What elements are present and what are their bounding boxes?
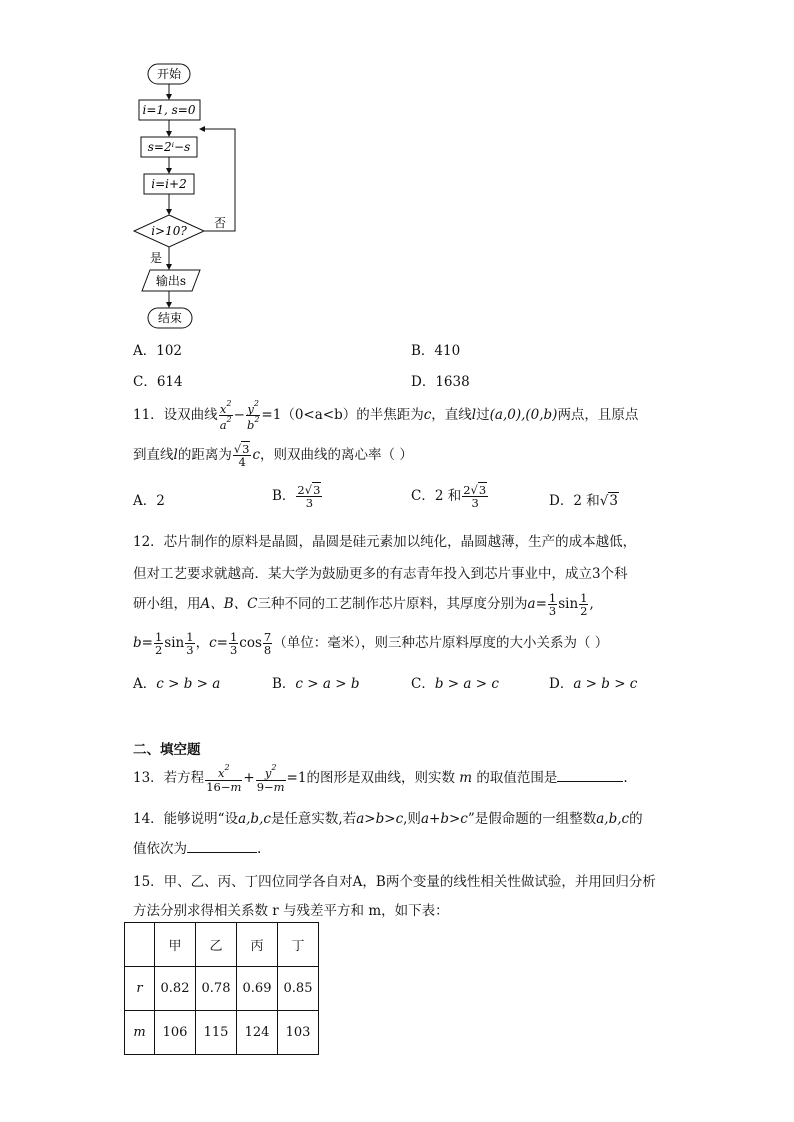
q11-cond: （0<a<b）的半焦距为 xyxy=(281,407,424,423)
table-cell xyxy=(125,923,155,967)
q14-line1: 14．能够说明“设a,b,c是任意实数,若a>b>c,则a+b>c”是假命题的一组整数a,b,c的 xyxy=(133,811,643,827)
table-cell: 0.85 xyxy=(278,967,319,1011)
q11-option-b: B． $\frac{2√3}{3}$ xyxy=(272,482,321,510)
flowchart-condition-text: i>10? xyxy=(151,224,187,238)
q12-option-b-value: c > a > b xyxy=(295,676,360,692)
q12-option-a-label: A． xyxy=(133,676,157,692)
q14-line1c: ,则 xyxy=(403,811,421,827)
flowchart-end-text: 结束 xyxy=(157,311,183,325)
flowchart-output-text: 输出s xyxy=(155,274,187,288)
q11-text1d: 两点，且原点 xyxy=(557,407,639,423)
q10-option-c: C．614 xyxy=(133,374,183,390)
q12-option-d-label: D． xyxy=(549,676,574,692)
table-cell: 0.69 xyxy=(237,967,278,1011)
q14-line2-text: 值依次为 xyxy=(133,841,187,857)
q14-line1a: 14．能够说明“设 xyxy=(133,811,239,827)
q11-option-c-label: C．2 和 xyxy=(411,488,462,504)
q11-option-d-label: D．2 和 xyxy=(549,493,600,509)
q12-line4-unit: （单位：毫米），则三种芯片原料厚度的大小关系为（ ） xyxy=(273,635,609,651)
table-cell: 115 xyxy=(196,1011,237,1055)
table-cell: 乙 xyxy=(196,923,237,967)
section-title: 二、填空题 xyxy=(133,742,201,758)
table-cell: 0.78 xyxy=(196,967,237,1011)
q12-option-c xyxy=(411,672,499,692)
table-cell: 103 xyxy=(278,1011,319,1055)
q12-line3a: 研小组，用 xyxy=(133,596,201,612)
q15-line2: 方法分别求得相关系数 r 与残差平方和 m，如下表： xyxy=(133,903,449,919)
q10-option-d: D．1638 xyxy=(411,374,470,390)
table-row xyxy=(125,967,319,1011)
q14-line1d: ”是假命题的一组整数 xyxy=(467,811,597,827)
q12-line3: 研小组，用A、B、C三种不同的工艺制作芯片原料，其厚度分别为a= $\frac{1}{3}$ sin $\frac{1}{2}$ , xyxy=(133,590,594,618)
q10-option-a: A．102 xyxy=(133,343,183,359)
q11-text1b: ，直线 xyxy=(431,407,472,423)
flowchart-start-text: 开始 xyxy=(156,67,182,81)
flowchart-init-text: i=1, s=0 xyxy=(142,103,196,117)
q11-option-d: D．2 和√3 xyxy=(549,493,618,509)
q13-line: 13．若方程 $\frac{x^2}{16-m}$ + $\frac{y^2}{9-m}$ =1的图形是双曲线，则实数 m 的取值范围是 . xyxy=(133,763,628,794)
q11-distance-frac: $\frac{√3}{4}$ xyxy=(233,441,250,469)
q11-line1: 11．设双曲线 $\frac{x^2}{a^2}$ − $\frac{y^2}{b^2}$ =1（0<a<b）的半焦距为c，直线l过(a,0),(0,b)两点，且原点 xyxy=(133,398,639,432)
correlation-table xyxy=(124,922,319,1055)
q11-option-c: C．2 和 $\frac{2√3}{3}$ xyxy=(411,482,487,510)
q12-line3b: A、B、C xyxy=(200,596,258,612)
q11-text2a: 到直线 xyxy=(133,447,174,463)
table-cell: 丁 xyxy=(278,923,319,967)
q11-text1c: 过 xyxy=(476,407,490,423)
q12-line4: b= $\frac{1}{2}$ sin $\frac{1}{3}$ ，c= $\frac{1}{3}$ cos $\frac{7}{8}$ （单位：毫米），则三种芯片原料厚度的大小关系为（ ） xyxy=(133,629,609,657)
flowchart xyxy=(120,56,250,338)
q12-option-a xyxy=(133,672,220,692)
q11-option-b-label: B． xyxy=(272,488,296,504)
q12-option-b xyxy=(272,672,359,692)
table-cell: 甲 xyxy=(155,923,196,967)
q11-number: 11．设双曲线 xyxy=(133,407,218,423)
q11-line2: 到直线l的距离为 $\frac{√3}{4}$ c，则双曲线的离心率（ ） xyxy=(133,441,413,469)
q14-line1b: 是任意实数,若 xyxy=(270,811,357,827)
q12-option-d-value: a > b > c xyxy=(573,676,638,692)
flowchart-step2-text: i=i+2 xyxy=(151,177,187,191)
q12-option-c-label: C． xyxy=(411,676,435,692)
q12-line2: 但对工艺要求就越高．某大学为鼓励更多的有志青年投入到芯片事业中，成立3个科 xyxy=(133,566,628,582)
table-cell: 106 xyxy=(155,1011,196,1055)
q12-option-c-value: b > a > c xyxy=(434,676,499,692)
q14-line1e: 的 xyxy=(629,811,643,827)
table-cell: 丙 xyxy=(237,923,278,967)
flowchart-step1-text: s=2ⁱ−s xyxy=(147,140,191,154)
q12-line1: 12．芯片制作的原料是晶圆，晶圆是硅元素加以纯化，晶圆越薄，生产的成本越低， xyxy=(133,534,637,550)
q11-option-a: A．2 xyxy=(133,493,165,509)
q13-suffix2: 的取值范围是 xyxy=(476,770,558,786)
table-row xyxy=(125,1011,319,1055)
q12-option-b-label: B． xyxy=(272,676,296,692)
q11-text2c: ，则双曲线的离心率（ ） xyxy=(260,447,413,463)
flowchart-no-label: 否 xyxy=(214,216,227,230)
q14-line2: 值依次为 . xyxy=(133,841,262,857)
q11-frac-x: $\frac{x^2}{a^2}$ xyxy=(219,398,232,432)
flowchart-yes-label: 是 xyxy=(150,251,163,265)
q13-prefix: 13．若方程 xyxy=(133,770,205,786)
table-cell: m xyxy=(125,1011,155,1055)
q13-suffix: 的图形是双曲线，则实数 xyxy=(306,770,455,786)
q12-option-d xyxy=(549,672,637,692)
q15-line1: 15．甲、乙、丙、丁四位同学各自对A，B两个变量的线性相关性做试验，并用回归分析 xyxy=(133,874,656,890)
q12-line3c: 三种不同的工艺制作芯片原料，其厚度分别为 xyxy=(257,596,528,612)
table-cell: 0.82 xyxy=(155,967,196,1011)
q11-frac-y: $\frac{y^2}{b^2}$ xyxy=(246,398,260,432)
q11-text2b: 的距离为 xyxy=(177,447,232,463)
q12-option-a-value: c > b > a xyxy=(156,676,221,692)
table-cell: r xyxy=(125,967,155,1011)
table-cell: 124 xyxy=(237,1011,278,1055)
q11-points: (a,0),(0,b) xyxy=(489,407,558,423)
q10-option-b: B．410 xyxy=(411,343,461,359)
table-header-row xyxy=(125,923,319,967)
